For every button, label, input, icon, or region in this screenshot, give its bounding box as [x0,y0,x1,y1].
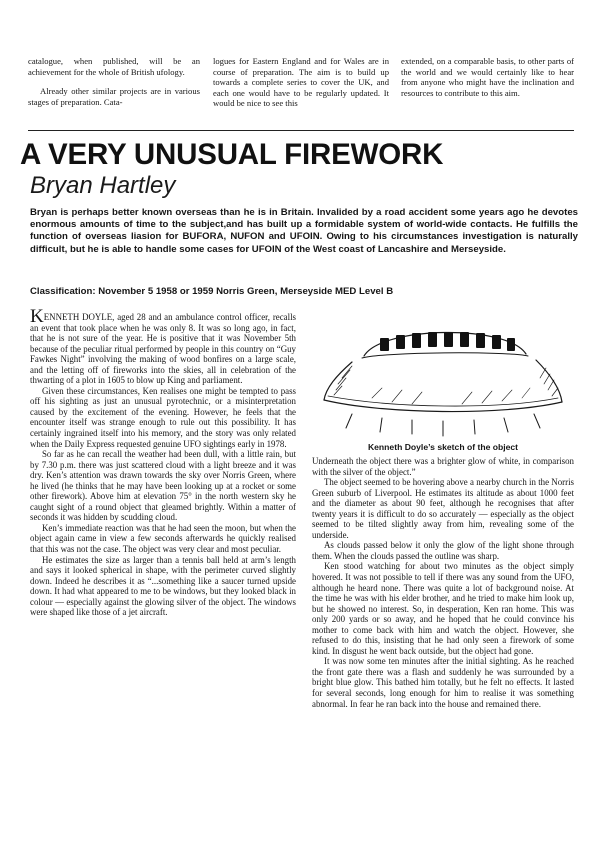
body-paragraph: Ken’s immediate reaction was that he had seen the moon, but when the object again came in view a few seconds afterwards he quickly realised that this was not the case. The object was very clear and most peculiar. [30,522,296,555]
paragraph: extended, on a comparable basis, to other parts of the world and we would certainly like to hear from anyone who might have the inclination and resources to contribute to this aim. [401,56,574,98]
body-column-left [30,306,296,618]
body-paragraph: It was now some ten minutes after the initial sighting. As he reached the front gate there was a flash and suddenly he was surrounded by a bright blue glow. This bathed him totally, but he felt no effects. It lasted for several seconds, long enough for him to realise it was something abnormal. In fear he ran back into the house and remained there. [312,656,574,709]
body-paragraph: Underneath the object there was a brighter glow of white, in comparison with the silver of the object.” [312,456,574,477]
body-paragraph: The object seemed to be hovering above a nearby church in the Norris Green suburb of Liverpool. He estimates its altitude as about 1000 feet and the diameter as about 90 feet, although he recognises that after twenty years it is difficult to do so accurately — especially as the object seemed to be tilted slightly away from him, revealing some of the underside. [312,477,574,540]
case-classification: Classification: November 5 1958 or 1959 Norris Green, Merseyside MED Level B [30,286,394,297]
author-intro: Bryan is perhaps better known overseas than he is in Britain. Invalided by a road accident some years ago he devotes enormous amounts of time to the subject,and has built up a formidable system of world-wide contacts. He fulfills the function of overseas liasion for BUFORA, NUFON and UFOIN. Owing to his circumstances investigation is naturally difficult, but he is able to handle some cases for UFOIN of the West coast of Lancashire and Merseyside. [30,207,578,255]
paragraph-text: ENNETH DOYLE, aged 28 and an ambulance control officer, recalls an event that took place when he was only 8. It was so long ago, in fact, that he is not sure of the year. He is positive that it was November 5th because of the peculiar ritual performed by people in this country on “Guy Fawkes Night” involving the making of wood bonfires on a large scale, and the letting off of fireworks into the skies, all in celebration of the thwarting of a plot in 1605 to blow up King and parliament. [30,312,296,386]
body-paragraph: He estimates the size as larger than a tennis ball held at arm’s length and says it looked spherical in shape, with the perimeter curved slightly down. Indeed he describes it as “...something like a saucer turned upside down. It had what appeared to me to be windows, but they looked black in colour — especially against the glowing silver of the object. The windows were shaped like those of a jet aircraft. [30,554,296,618]
body-paragraph: Given these circumstances, Ken realises one might be tempted to pass off his sighting as just an unusual pyrotechnic, or a misinterpretation caused by the excitement of the evening. However, he feels that the encounter itself was strange enough to rule out this possibility. It has certainly ingrained itself into his memory, and the story was only related when the Daily Express requested genuine UFO sightings early in 1978. [30,385,296,449]
body-paragraph: As clouds passed below it only the glow of the light shone through them. When the clouds passed the outline was sharp. [312,540,574,561]
top-column-3 [401,56,574,107]
paragraph: logues for Eastern England and for Wales are in course of preparation. The aim is to build up towards a complete series to cover the UK, and each one would have to be regularly updated. It would be nice to see this [213,56,389,109]
figure-caption: Kenneth Doyle’s sketch of the object [367,442,519,452]
article-author: Bryan Hartley [30,172,176,199]
top-column-1 [28,56,200,116]
paragraph: Already other similar projects are in various stages of preparation. Cata- [28,86,200,107]
article-title: A VERY UNUSUAL FIREWORK [20,138,444,171]
top-column-2 [213,56,389,118]
drop-cap: K [30,306,44,327]
body-paragraph: So far as he can recall the weather had been dull, with a little rain, but by 7.30 p.m. there was just scattered cloud with a light breeze and it was dry. Ken’s attention was drawn towards the sky over Norris Green, where he lived (he thinks that he may have been looking up at a rocket or some other firework). Above him at elevation 75° in the north western sky he caught sight of a round object that gleamed brightly. Within a matter of seconds it was hidden by scudding cloud. [30,449,296,523]
body-paragraph: Ken stood watching for about two minutes as the object simply hovered. It was not possible to tell if there was any sound from the UFO, although he heard none. There was quite a lot of background noise. At the time he was with his elder brother, and he tried to make him look up, but he showed no interest. So, in desperation, Ken ran home. This was only 200 yards or so away, and he hoped that he could convince his mother to come back with him and watch the object. However, she refused to do this, insisting that he had only seen a firework of some kind. In disgust he went back outside, but the object had gone. [312,561,574,656]
paragraph: catalogue, when published, will be an achievement for the whole of British ufology. [28,56,200,77]
body-column-right [312,456,574,709]
ufo-sketch [312,318,574,440]
body-paragraph [30,306,296,386]
section-divider [28,130,574,131]
